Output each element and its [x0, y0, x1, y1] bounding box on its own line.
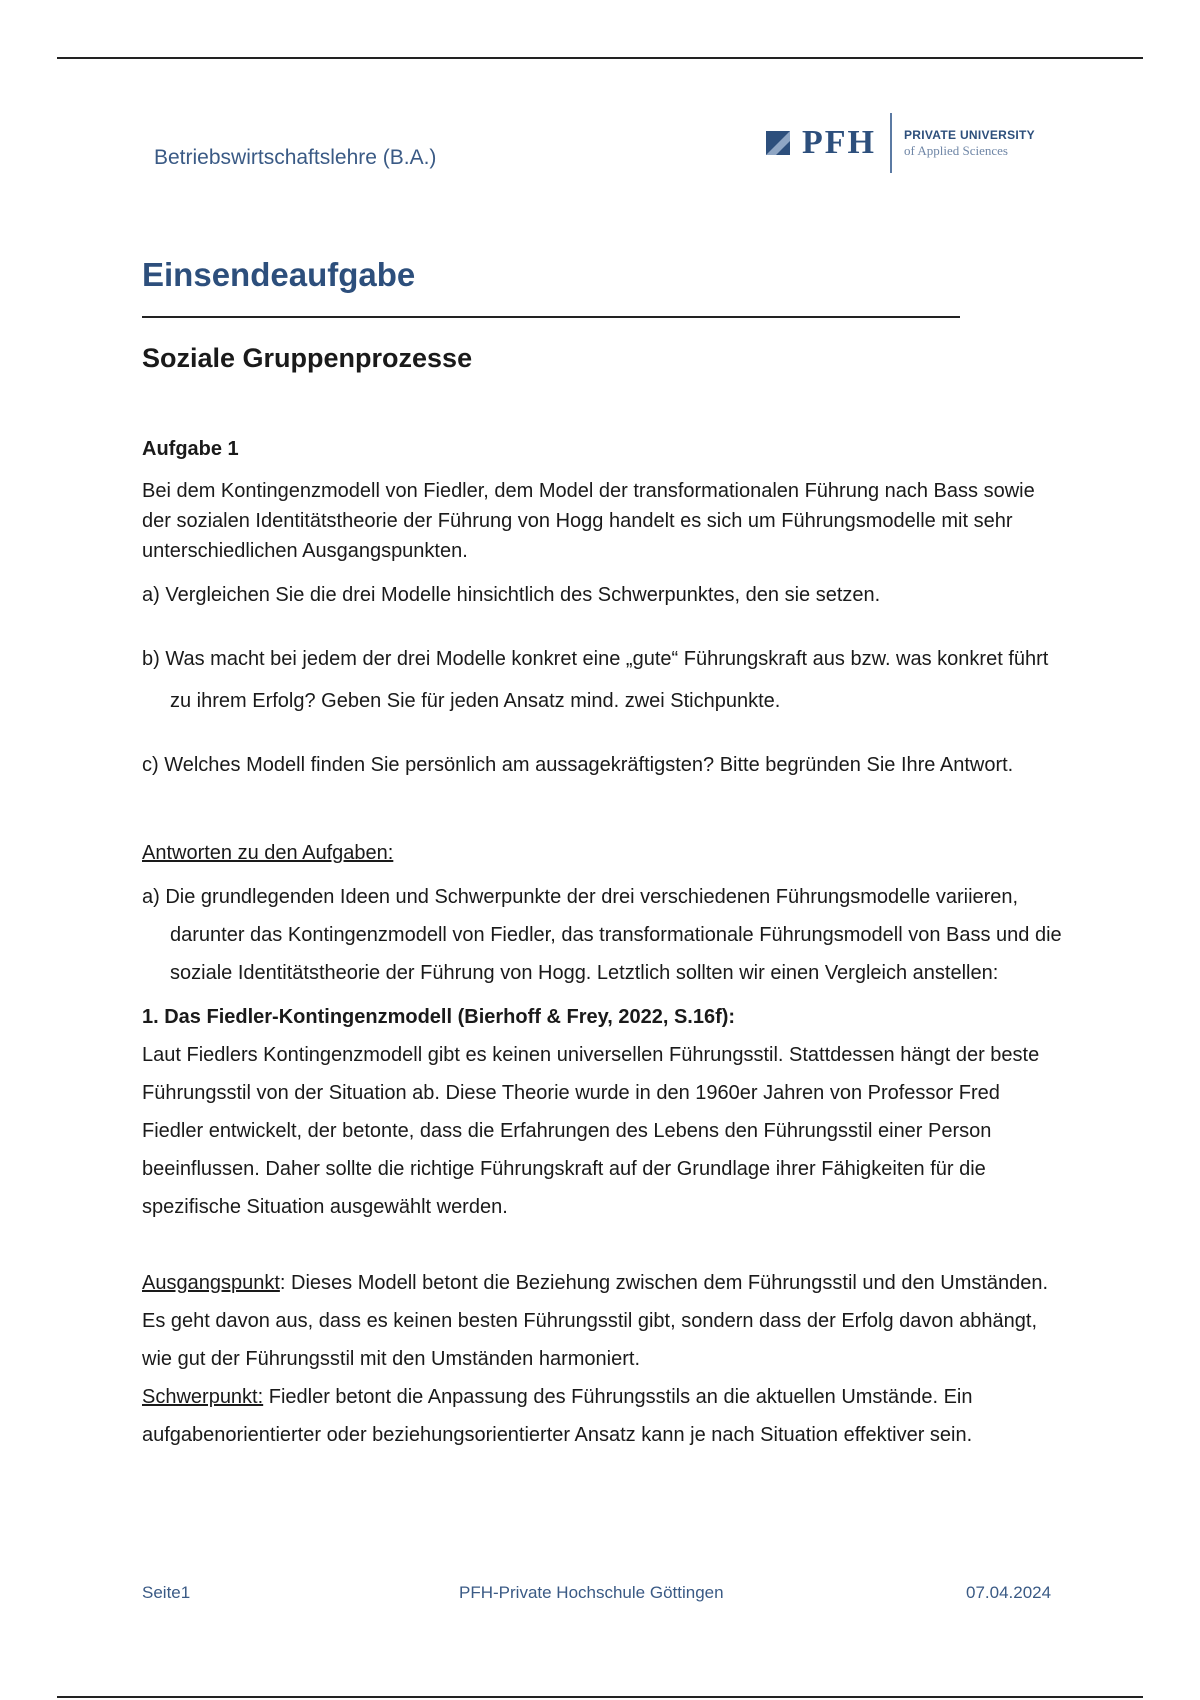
starting-point-paragraph — [142, 1264, 1062, 1378]
logo-mark-icon — [766, 131, 790, 155]
footer-date: 07.04.2024 — [966, 1583, 1052, 1602]
footer-page-number: Seite1 — [142, 1583, 191, 1602]
document-title: Einsendeaufgabe — [142, 256, 416, 293]
answers-heading: Antworten zu den Aufgaben: — [142, 842, 394, 864]
task-item-a: a) Vergleichen Sie die drei Modelle hinsichtlich des Schwerpunktes, den sie setzen. — [142, 584, 881, 606]
document-body — [142, 436, 1062, 1454]
focus-text: Fiedler betont die Anpassung des Führungsstils an die aktuellen Umstände. Ein aufgabenorientierter oder beziehungsorientierter Ansatz kann je nach Situation effektiver sein. — [142, 1386, 973, 1446]
top-rule — [57, 57, 1143, 59]
model-1-heading: 1. Das Fiedler-Kontingenzmodell (Bierhoff & Frey, 2022, S.16f): — [142, 1006, 736, 1028]
document-subtitle: Soziale Gruppenprozesse — [142, 343, 473, 373]
task-heading: Aufgabe 1 — [142, 438, 239, 460]
title-rule — [142, 316, 960, 318]
logo-subtitle — [904, 128, 1035, 158]
starting-point-label: Ausgangspunkt — [142, 1272, 280, 1294]
logo-divider — [890, 113, 892, 173]
logo-subtitle-line2: of Applied Sciences — [903, 143, 1008, 158]
task-item-c: c) Welches Modell finden Sie persönlich am aussagekräftigsten? Bitte begründen Sie Ihre Antwort. — [142, 754, 1014, 776]
logo-subtitle-line1: PRIVATE UNIVERSITY — [903, 128, 1035, 142]
logo-name: PFH — [802, 124, 876, 161]
focus-label: Schwerpunkt: — [142, 1386, 264, 1408]
bottom-rule — [57, 1696, 1143, 1698]
footer-school: PFH-Private Hochschule Göttingen — [459, 1583, 724, 1602]
pfh-logo — [766, 112, 1035, 174]
model-1-body: Laut Fiedlers Kontingenzmodell gibt es keinen universellen Führungsstil. Stattdessen hängt der beste Führungsstil von der Situation ab. Diese Theorie wurde in den 1960er Jahren von Professor Fred Fiedler entwickelt, der betonte, dass die Erfahrungen des Lebens den Führungsstil einer Person beeinflussen. Daher sollte die richtige Führungskraft auf der Grundlage ihrer Fähigkeiten für die spezifische Situation ausgewählt werden. — [142, 1044, 1040, 1218]
task-intro: Bei dem Kontingenzmodell von Fiedler, dem Model der transformationalen Führung nach Bass sowie der sozialen Identitätstheorie der Führung von Hogg handelt es sich um Führungsmodelle mit sehr unterschiedlichen Ausgangspunkten. — [142, 480, 1035, 562]
task-item-b: b) Was macht bei jedem der drei Modelle konkret eine „gute“ Führungskraft aus bzw. was konkret führt zu ihrem Erfolg? Geben Sie für jeden Ansatz mind. zwei Stichpunkte. — [142, 648, 1049, 712]
program-label: Betriebswirtschaftslehre (B.A.) — [154, 146, 437, 169]
answer-a: a) Die grundlegenden Ideen und Schwerpunkte der drei verschiedenen Führungsmodelle variieren, darunter das Kontingenzmodell von Fiedler, das transformationale Führungsmodell von Bass und die soziale Identitätstheorie der Führung von Hogg. Letztlich sollten wir einen Vergleich anstellen: — [142, 886, 1062, 984]
focus-paragraph — [142, 1378, 1062, 1454]
starting-point-text: : Dieses Modell betont die Beziehung zwischen dem Führungsstil und den Umständen. Es geht davon aus, dass es keinen besten Führungsstil gibt, sondern dass der Erfolg davon abhängt, wie gut der Führungsstil mit den Umständen harmoniert. — [142, 1272, 1049, 1370]
